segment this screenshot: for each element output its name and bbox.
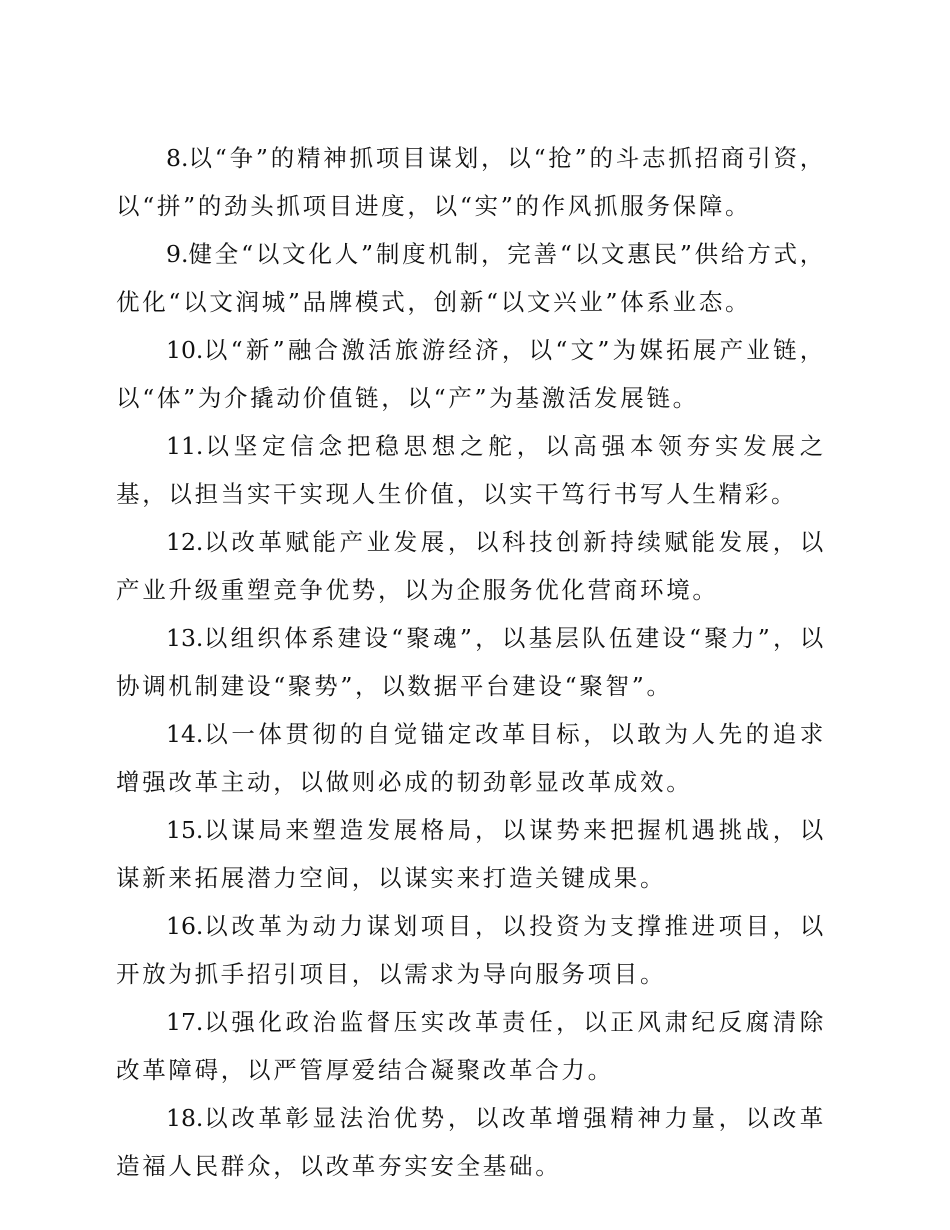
paragraph-text: 以组织体系建设“聚魂”，以基层队伍建设“聚力”，以协调机制建设“聚势”，以数据平台建设“聚智”。 <box>116 624 826 700</box>
paragraph-text: 以“争”的精神抓项目谋划，以“抢”的斗志抓招商引资，以“拼”的劲头抓项目进度，以“实”的作风抓服务保障。 <box>116 144 826 220</box>
paragraph-18 <box>116 1094 826 1190</box>
paragraph-14 <box>116 710 826 806</box>
paragraph-number: 12. <box>166 528 204 556</box>
paragraph-number: 15. <box>166 816 204 844</box>
paragraph-15 <box>116 806 826 902</box>
paragraph-text: 以改革彰显法治优势，以改革增强精神力量，以改革造福人民群众，以改革夯实安全基础。 <box>116 1104 826 1180</box>
paragraph-number: 11. <box>166 432 204 460</box>
paragraph-17 <box>116 998 826 1094</box>
paragraph-number: 9. <box>166 240 189 268</box>
paragraph-text: 以改革为动力谋划项目，以投资为支撑推进项目，以开放为抓手招引项目，以需求为导向服务项目。 <box>116 912 826 988</box>
paragraph-text: 以强化政治监督压实改革责任，以正风肃纪反腐清除改革障碍，以严管厚爱结合凝聚改革合力。 <box>116 1008 826 1084</box>
document-body <box>116 134 826 1190</box>
paragraph-10 <box>116 326 826 422</box>
paragraph-16 <box>116 902 826 998</box>
paragraph-text: 以“新”融合激活旅游经济，以“文”为媒拓展产业链，以“体”为介撬动价值链，以“产”为基激活发展链。 <box>116 336 826 412</box>
paragraph-text: 以谋局来塑造发展格局，以谋势来把握机遇挑战，以谋新来拓展潜力空间，以谋实来打造关键成果。 <box>116 816 826 892</box>
paragraph-11 <box>116 422 826 518</box>
paragraph-number: 13. <box>166 624 204 652</box>
paragraph-12 <box>116 518 826 614</box>
paragraph-text: 以坚定信念把稳思想之舵，以高强本领夯实发展之基，以担当实干实现人生价值，以实干笃行书写人生精彩。 <box>116 432 826 508</box>
paragraph-number: 14. <box>166 720 204 748</box>
paragraph-number: 17. <box>166 1008 204 1036</box>
paragraph-8 <box>116 134 826 230</box>
paragraph-text: 健全“以文化人”制度机制，完善“以文惠民”供给方式，优化“以文润城”品牌模式，创新“以文兴业”体系业态。 <box>116 240 826 316</box>
paragraph-text: 以改革赋能产业发展，以科技创新持续赋能发展，以产业升级重塑竞争优势，以为企服务优化营商环境。 <box>116 528 826 604</box>
paragraph-number: 18. <box>166 1104 204 1132</box>
paragraph-9 <box>116 230 826 326</box>
paragraph-number: 8. <box>166 144 189 172</box>
paragraph-number: 10. <box>166 336 204 364</box>
paragraph-text: 以一体贯彻的自觉锚定改革目标，以敢为人先的追求增强改革主动，以做则必成的韧劲彰显改革成效。 <box>116 720 826 796</box>
paragraph-13 <box>116 614 826 710</box>
paragraph-number: 16. <box>166 912 204 940</box>
